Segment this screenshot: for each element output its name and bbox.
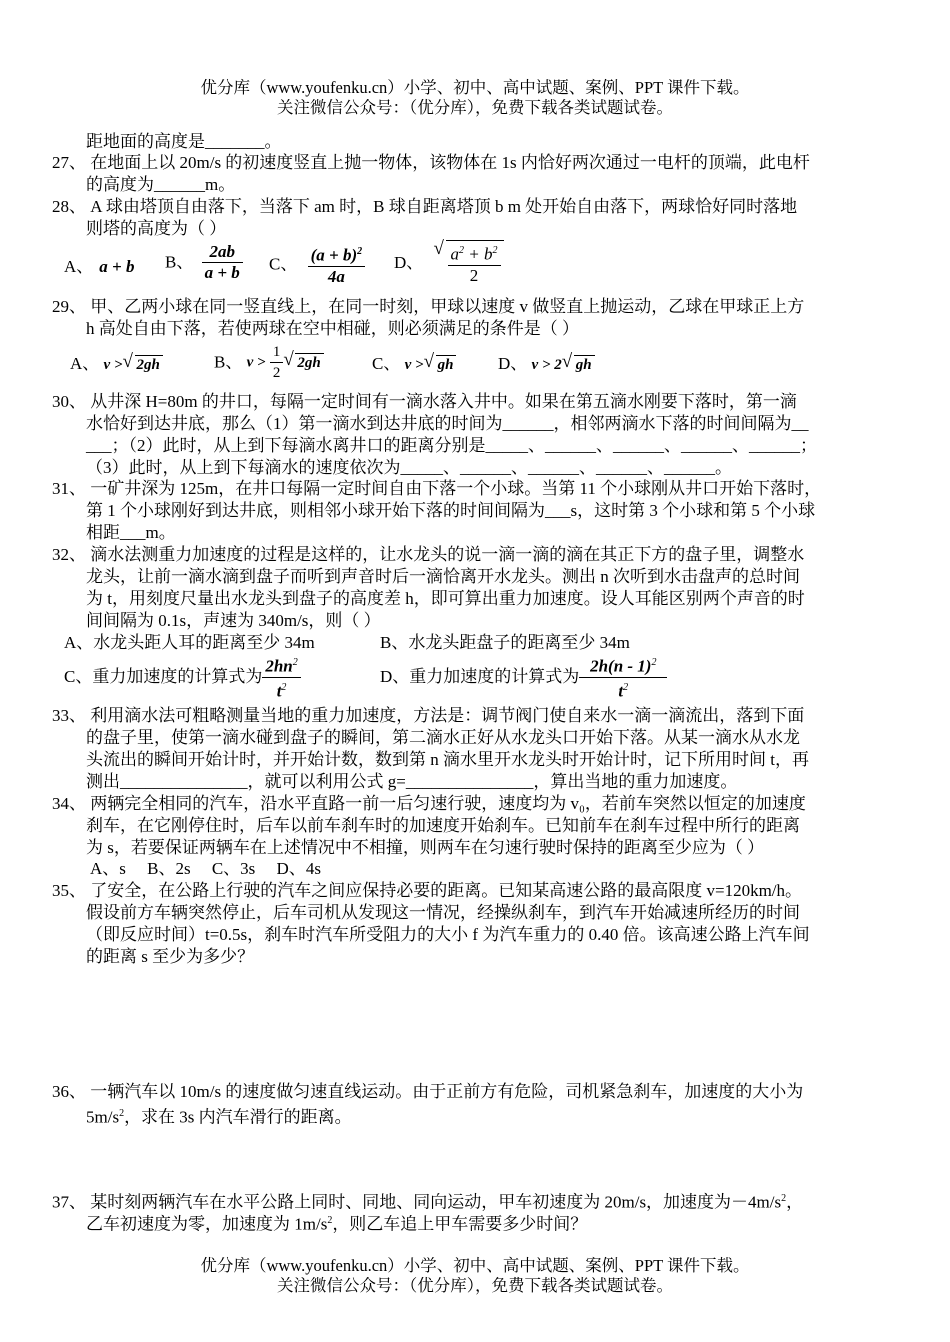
q31-line-1: 31、 一矿井深为 125m，在井口每隔一定时间自由下落一个小球。当第 11 个小球刚从井口开始下落时， <box>52 479 822 498</box>
q34-line-1: 34、 两辆完全相同的汽车，沿水平直路一前一后匀速行驶，速度均为 v₀，若前车突然以恒定的加速度 <box>52 794 806 813</box>
q32-option-b: B、水龙头距盘子的距离至少 34m <box>380 633 630 652</box>
q32-line-2: 龙头，让前一滴水滴到盘子而听到声音时后一滴恰离开水龙头。测出 n 次听到水击盘声的总时间 <box>86 567 800 586</box>
q35-line-2: 假设前方车辆突然停止，后车司机从发现这一情况，经操纵刹车，到汽车开始减速所经历的时间 <box>86 903 800 922</box>
q32-line-3: 为 t，用刻度尺量出水龙头到盘子的高度差 h，即可算出重力加速度。设人耳能区别两个声音的时 <box>86 589 805 608</box>
q30-line-4: （3）此时，从上到下每滴水的速度依次为_____、______、______、______、______。 <box>86 458 732 477</box>
q29-option-a: A、 v >√ 2gh <box>70 353 163 376</box>
q32-option-a: A、水龙头距人耳的距离至少 34m <box>64 633 315 652</box>
q29-option-c: C、 v >√ gh <box>372 353 456 376</box>
q32-line-1: 32、 滴水法测重力加速度的过程是这样的，让水龙头的说一滴一滴的滴在其正下方的盘子里，调整水 <box>52 545 805 564</box>
q27-line-2: 的高度为______m。 <box>86 175 236 194</box>
q29-line-1: 29、 甲、乙两小球在同一竖直线上，在同一时刻，甲球以速度 v 做竖直上抛运动，乙球在甲球正上方 <box>52 297 805 316</box>
q31-line-3: 相距___m。 <box>86 523 176 542</box>
q36-line-1: 36、 一辆汽车以 10m/s 的速度做匀速直线运动。由于正前方有危险，司机紧急刹车，加速度的大小为 <box>52 1082 804 1101</box>
q32-line-4: 间间隔为 0.1s，声速为 340m/s，则（ ） <box>86 611 381 630</box>
q28-option-b: B、 $\frac{2ab}{a + b}$ <box>165 242 243 283</box>
q28-line-1: 28、 A 球由塔顶自由落下，当落下 am 时，B 球自距离塔顶 b m 处开始自由落下，两球恰好同时落地 <box>52 197 798 216</box>
q29-line-2: h 高处自由下落，若使两球在空中相碰，则必须满足的条件是（ ） <box>86 319 579 338</box>
q34-line-3: 为 s，若要保证两辆车在上述情况中不相撞，则两车在匀速行驶时保持的距离至少应为（ ） <box>86 838 765 857</box>
q28-option-d: D、 √ $\frac{a^2 + b^2}{2}$ <box>394 240 504 286</box>
footer-line-1: 优分库（www.youfenku.cn）小学、初中、高中试题、案例、PPT 课件下载。 <box>200 1256 750 1275</box>
q34-line-2: 刹车，在它刚停住时，后车以前车刹车时的加速度开始刹车。已知前车在刹车过程中所行的距离 <box>86 816 800 835</box>
q34-options: A、s B、2s C、3s D、4s <box>90 859 321 878</box>
q35-line-3: （即反应时间）t=0.5s，刹车时汽车所受阻力的大小 f 为汽车重力的 0.40 倍。该高速公路上汽车间 <box>86 925 810 944</box>
q37-line-1: 37、 某时刻两辆汽车在水平公路上同时、同地、同向运动，甲车初速度为 20m/s，加速度为$-4m/s^2$， <box>52 1192 804 1212</box>
q30-line-1: 30、 从井深 H=80m 的井口，每隔一定时间有一滴水落入井中。如果在第五滴水刚要下落时，第一滴 <box>52 392 797 411</box>
q29-option-b: B、 v > $\frac{1}{2}$ √ 2gh <box>214 342 324 383</box>
q33-line-1: 33、 利用滴水法可粗略测量当地的重力加速度，方法是：调节阀门使自来水一滴一滴流出，落到下面 <box>52 706 805 725</box>
header-line-2: 关注微信公众号：（优分库），免费下载各类试题试卷。 <box>277 98 673 117</box>
q35-line-1: 35、 了安全，在公路上行驶的汽车之间应保持必要的距离。已知某高速公路的最高限度 v=120km/h。 <box>52 881 803 900</box>
q37-line-2: 乙车初速度为零，加速度为 $1m/s^2$，则乙车追上甲车需要多少时间？ <box>86 1214 588 1234</box>
header-line-1: 优分库（www.youfenku.cn）小学、初中、高中试题、案例、PPT 课件下载。 <box>200 78 750 97</box>
q33-line-3: 头流出的瞬间开始计时，并开始计数，数到第 n 滴水里开水龙头时开始计时，记下所用时间 t，再 <box>86 750 809 769</box>
q33-line-4: 测出_______________，就可以利用公式 g=_______________，算出当地的重力加速度。 <box>86 772 738 791</box>
q30-line-3: ___；（2）此时，从上到下每滴水离井口的距离分别是_____、______、______、______、______； <box>86 436 817 455</box>
q32-option-d: D、重力加速度的计算式为 $\frac{2h(n - 1)^2}{t^2}$ <box>380 653 667 701</box>
q30-line-2: 水恰好到达井底，那么（1）第一滴水到达井底的时间为______，相邻两滴水下落的时间间隔为__ <box>86 414 809 433</box>
q35-line-4: 的距离 s 至少为多少？ <box>86 947 255 966</box>
q33-line-2: 的盘子里，使第一滴水碰到盘子的瞬间，第二滴水正好从水龙头口开始下落。从某一滴水从水龙 <box>86 728 800 747</box>
q36-line-2: $5m/s^2$，求在 3s 内汽车滑行的距离。 <box>86 1107 352 1127</box>
q28-option-a: A、 a + b <box>64 257 135 276</box>
q32-option-c: C、重力加速度的计算式为 $\frac{2hn^2}{t^2}$ <box>64 653 301 701</box>
footer-line-2: 关注微信公众号：（优分库），免费下载各类试题试卷。 <box>277 1276 673 1295</box>
q27-line-1: 27、 在地面上以 20m/s 的初速度竖直上抛一物体，该物体在 1s 内恰好两次通过一电杆的顶端，此电杆 <box>52 153 810 172</box>
q29-option-d: D、 v > 2√ gh <box>498 353 595 376</box>
q31-line-2: 第 1 个小球刚好到达井底，则相邻小球开始下落的时间间隔为___s，这时第 3 个小球和第 5 个小球 <box>86 501 816 520</box>
q28-line-2: 则塔的高度为（ ） <box>86 219 227 238</box>
q28-option-c: C、 $\frac{(a + b)^2}{4a}$ <box>269 242 365 287</box>
q26-tail: 距地面的高度是_______。 <box>86 132 282 151</box>
